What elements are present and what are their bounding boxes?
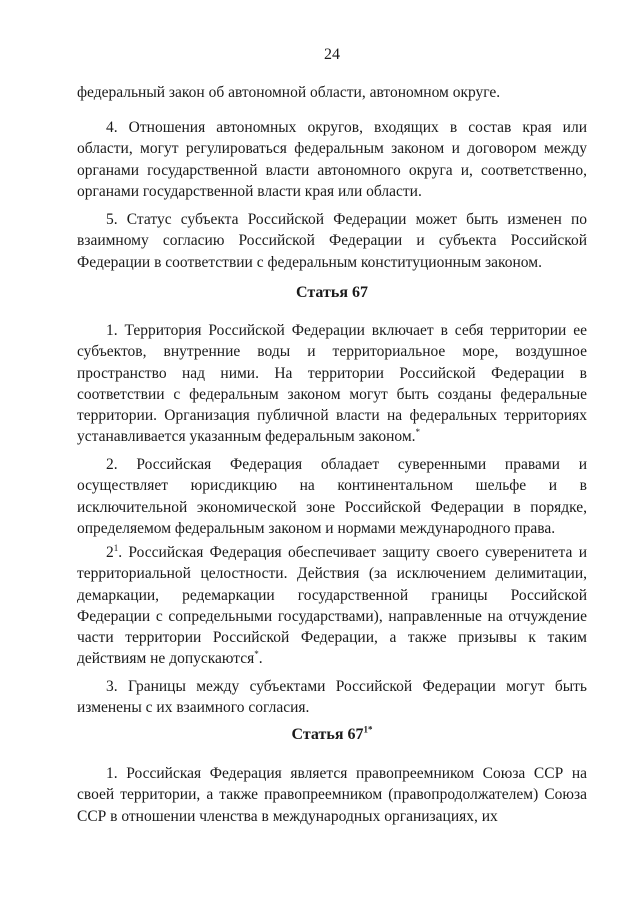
article-67-heading: Статья 67 <box>296 284 368 301</box>
sentence-end: . <box>258 650 263 668</box>
article-67-1-heading <box>77 724 587 745</box>
footnote-marker: * <box>415 427 421 438</box>
article-67-1-heading-text: Статья 67 <box>291 726 364 743</box>
article-67-paragraph-3: 3. Границы между субъектами Российской Федерации могут быть изменены с их взаимного согласия. <box>77 678 587 717</box>
paragraph-number-superscript: 1 <box>113 542 119 553</box>
paragraph-5: 5. Статус субъекта Российской Федерации может быть изменен по взаимному согласию Российской Федерации и субъекта Российской Федерации в соответствии с федеральным конституционным законом. <box>77 211 587 271</box>
footnote-marker: * <box>254 649 259 660</box>
paragraph-continuation: федеральный закон об автономной области, автономном округе. <box>77 84 501 101</box>
article-67-paragraph-1 <box>77 320 587 448</box>
article-67-paragraph-1-text: 1. Территория Российской Федерации включает в себя территории ее субъектов, внутренние воды и территориальное море, воздушное пространство над ними. На территории Российской Федерации в соответствии с федеральным законом могут быть созданы федеральные территории. Организация публичной власти на федеральных территориях устанавливается указанным федеральным законом. <box>77 322 587 446</box>
heading-superscript: 1* <box>363 724 373 735</box>
article-67-paragraph-2-1 <box>77 542 587 670</box>
article-67-1-paragraph-1: 1. Российская Федерация является правопреемником Союза ССР на своей территории, а также правопреемником (правопродолжателем) Союза ССР в отношении членства в международных организациях, их <box>77 765 587 825</box>
article-67-paragraph-2: 2. Российская Федерация обладает суверенными правами и осуществляет юрисдикцию на континентальном шельфе и в исключительной экономической зоне Российской Федерации в порядке, определяемом федеральным законом и нормами международного права. <box>77 456 587 537</box>
article-67-paragraph-2-1-text: . Российская Федерация обеспечивает защиту своего суверенитета и территориальной целостности. Действия (за исключением делимитации, демаркации, редемаркации государственной границы Российской Федерации с сопредельными государствами), направленные на отчуждение части территории Российской Федерации, а также призывы к таким действиям не допускаются <box>77 544 587 668</box>
paragraph-number: 2 <box>106 544 114 561</box>
page-number: 24 <box>324 46 340 63</box>
paragraph-4: 4. Отношения автономных округов, входящих в состав края или области, могут регулироваться федеральным законом и договором между органами государственной власти автономного округа и, соответственно, органами государственной власти края или области. <box>77 119 587 200</box>
